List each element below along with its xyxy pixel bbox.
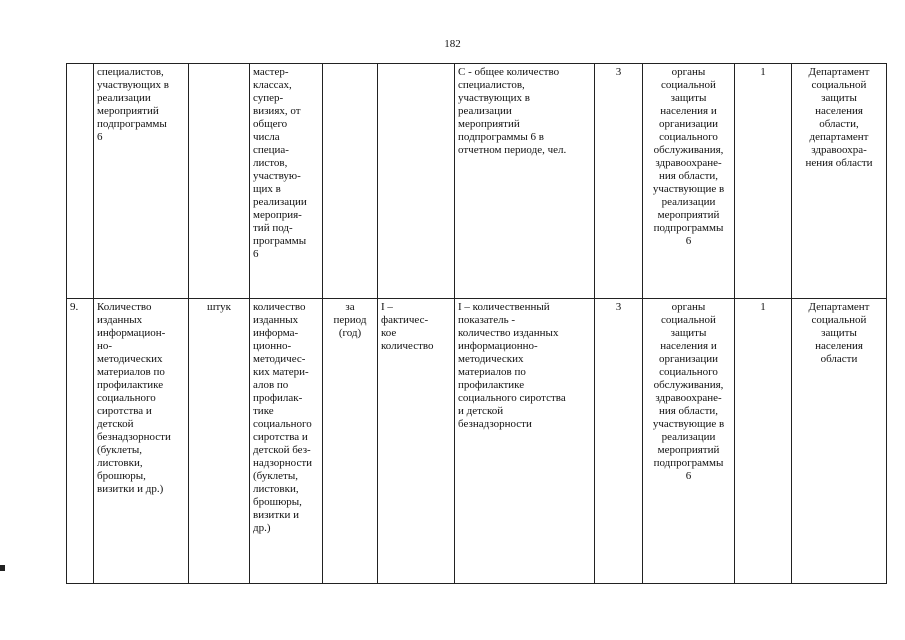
responsible-cell: органы социальной защиты населения и организации социального обслуживания, здравоохране- ния области, участвующие в реализации мероприятий подпрограммы 6 [643, 64, 735, 299]
periodicity-cell [323, 64, 378, 299]
calculation-method-cell: С - общее количество специалистов, участвующих в реализации мероприятий подпрограммы 6 в отчетном периоде, чел. [455, 64, 595, 299]
row-number-cell: 9. [67, 299, 94, 584]
definition-cell: мастер- классах, супер- визиях, от общего числа специа- листов, участвую- щих в реализации мероприя- тий под- программы 6 [250, 64, 323, 299]
table-row [67, 64, 887, 299]
unit-cell: штук [189, 299, 250, 584]
calculation-method-cell: I – количественный показатель - количество изданных информационно- методических материалов по профилактике социального сиротства и детской безнадзорности [455, 299, 595, 584]
unit-cell [189, 64, 250, 299]
indicators-table [66, 63, 887, 584]
collection-method-cell: 3 [595, 64, 643, 299]
page-number: 182 [444, 38, 461, 50]
table-row [67, 299, 887, 584]
responsible-cell: органы социальной защиты населения и организации социального обслуживания, здравоохране- ния области, участвующие в реализации мероприятий подпрограммы 6 [643, 299, 735, 584]
periodicity-cell: за период (год) [323, 299, 378, 584]
scan-margin-mark [0, 565, 5, 571]
collection-method-cell: 3 [595, 299, 643, 584]
indicator-name-cell: Количество изданных информацион- но- методических материалов по профилактике социального сиротства и детской безнадзорности (буклеты, листовки, брошюры, визитки и др.) [94, 299, 189, 584]
department-cell: Департамент социальной защиты населения области [792, 299, 887, 584]
department-cell: Департамент социальной защиты населения области, департамент здравоохра- нения области [792, 64, 887, 299]
row-number-cell [67, 64, 94, 299]
indicator-name-cell: специалистов, участвующих в реализации мероприятий подпрограммы 6 [94, 64, 189, 299]
code-cell: 1 [735, 64, 792, 299]
basic-indicators-cell [378, 64, 455, 299]
code-cell: 1 [735, 299, 792, 584]
basic-indicators-cell: I – фактичес- кое количество [378, 299, 455, 584]
definition-cell: количество изданных информа- ционно- методичес- ких матери- алов по профилак- тике социального сиротства и детской без- надзорности (буклеты, листовки, брошюры, визитки и др.) [250, 299, 323, 584]
